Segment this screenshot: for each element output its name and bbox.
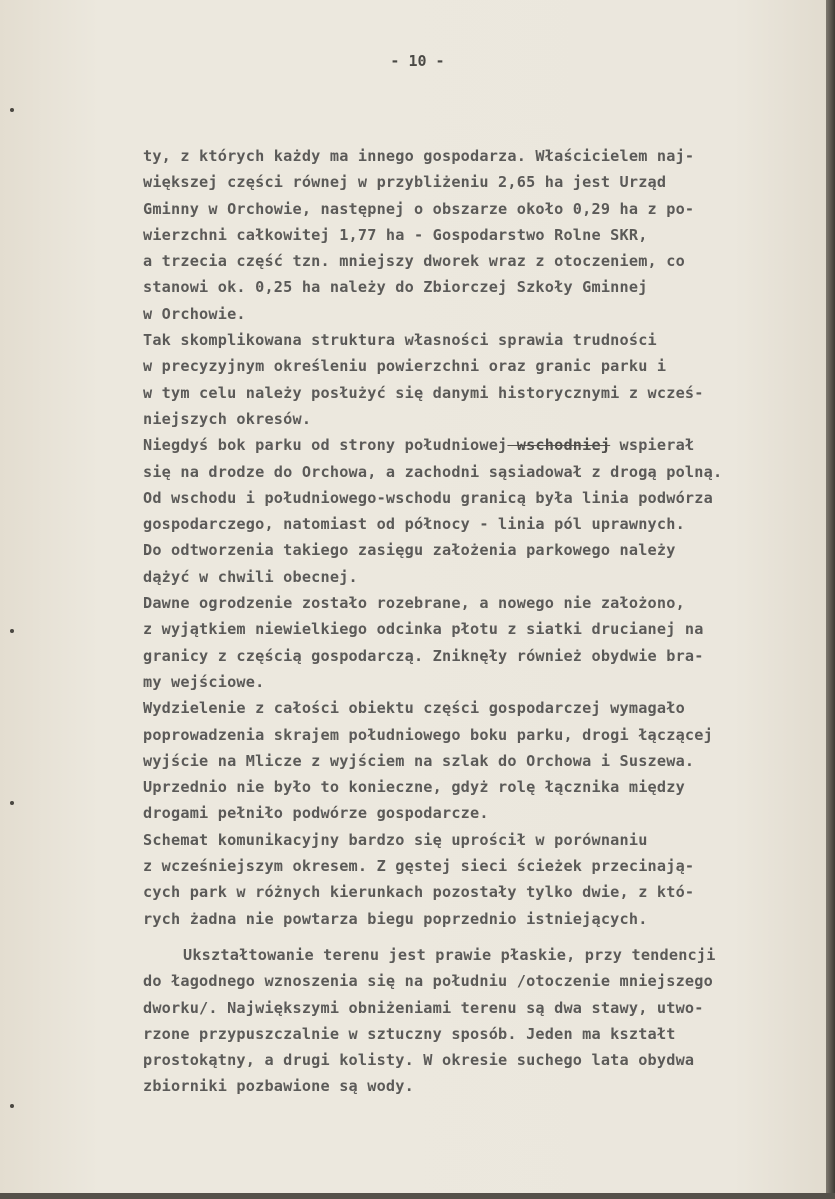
text-line: dążyć w chwili obecnej. xyxy=(143,567,358,586)
paragraph-gap xyxy=(143,932,803,942)
page-bottom-edge xyxy=(0,1193,835,1199)
text-line: rzone przypuszczalnie w sztuczny sposób. Jeden ma kształt xyxy=(143,1024,676,1043)
text-line: Wydzielenie z całości obiektu części gospodarczej wymagało xyxy=(143,699,685,718)
body-text xyxy=(143,143,803,1100)
text-line: niejszych okresów. xyxy=(143,409,312,428)
margin-speck xyxy=(10,1104,14,1108)
text-line: w tym celu należy posłużyć się danymi historycznymi z wcześ- xyxy=(143,383,704,402)
text-line: Ukształtowanie terenu jest prawie płaskie, przy tendencji xyxy=(183,945,716,964)
text-fragment: wspierał xyxy=(610,436,695,455)
text-line: dworku/. Największymi obniżeniami terenu są dwa stawy, utwo- xyxy=(143,998,704,1017)
text-line: z wcześniejszym okresem. Z gęstej sieci ścieżek przecinają- xyxy=(143,857,695,876)
text-line: w precyzyjnym określeniu powierzchni oraz granic parku i xyxy=(143,357,667,376)
inserted-correction: ej xyxy=(488,436,508,455)
text-line: a trzecia część tzn. mniejszy dworek wraz z otoczeniem, co xyxy=(143,252,685,271)
text-line: w Orchowie. xyxy=(143,304,246,323)
text-line: z wyjątkiem niewielkiego odcinka płotu z siatki drucianej na xyxy=(143,620,704,639)
text-line: Gminny w Orchowie, następnej o obszarze około 0,29 ha z po- xyxy=(143,199,695,218)
text-line: Tak skomplikowana struktura własności sprawia trudności xyxy=(143,331,657,350)
text-line: cych park w różnych kierunkach pozostały tylko dwie, z któ- xyxy=(143,883,695,902)
text-line: Od wschodu i południowego-wschodu granicą była linia podwórza xyxy=(143,488,713,507)
page-edge-shadow xyxy=(826,0,835,1199)
text-line: granicy z częścią gospodarczą. Zniknęły również obydwie bra- xyxy=(143,646,704,665)
text-line: prostokątny, a drugi kolisty. W okresie suchego lata obydwa xyxy=(143,1051,695,1070)
text-line: Uprzednio nie było to konieczne, gdyż rolę łącznika między xyxy=(143,778,685,797)
text-line-with-correction xyxy=(143,432,803,458)
text-line: do łagodnego wznoszenia się na południu /otoczenie mniejszego xyxy=(143,972,713,991)
margin-speck xyxy=(10,629,14,633)
margin-speck xyxy=(10,108,14,112)
text-line: drogami pełniło podwórze gospodarcze. xyxy=(143,804,489,823)
text-line: my wejściowe. xyxy=(143,672,265,691)
text-line: zbiorniki pozbawione są wody. xyxy=(143,1077,414,1096)
struck-out-word: wschodniej xyxy=(507,436,611,455)
text-line: ty, z których każdy ma innego gospodarza. Właścicielem naj- xyxy=(143,147,695,165)
text-line: gospodarczego, natomiast od północy - linia pól uprawnych. xyxy=(143,515,685,534)
text-line: wyjście na Mlicze z wyjściem na szlak do Orchowa i Suszewa. xyxy=(143,751,695,770)
margin-speck xyxy=(10,801,14,805)
text-line: się na drodze do Orchowa, a zachodni sąsiadował z drogą polną. xyxy=(143,462,723,481)
text-line: Schemat komunikacyjny bardzo się uprościł w porównaniu xyxy=(143,830,648,849)
text-line: Dawne ogrodzenie zostało rozebrane, a nowego nie założono, xyxy=(143,594,685,613)
text-line: poprowadzenia skrajem południowego boku parku, drogi łączącej xyxy=(143,725,713,744)
text-line: wierzchni całkowitej 1,77 ha - Gospodarstwo Rolne SKR, xyxy=(143,225,648,244)
text-line: większej części równej w przybliżeniu 2,65 ha jest Urząd xyxy=(143,173,667,192)
text-line: rych żadna nie powtarza biegu poprzednio istniejących. xyxy=(143,909,648,928)
text-line: stanowi ok. 0,25 ha należy do Zbiorczej Szkoły Gminnej xyxy=(143,278,648,297)
page-number: - 10 - xyxy=(390,52,445,70)
text-fragment: Niegdyś bok parku od strony południow xyxy=(143,436,489,455)
text-line: Do odtworzenia takiego zasięgu założenia parkowego należy xyxy=(143,541,676,560)
